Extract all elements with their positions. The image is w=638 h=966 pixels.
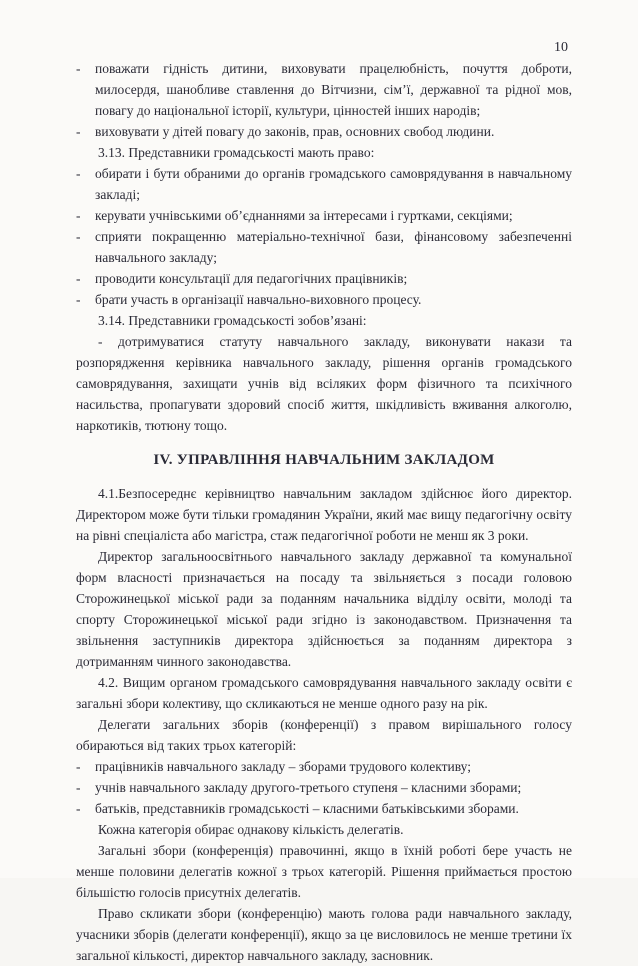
- list-item: - сприяти покращенню матеріально-технічної бази, фінансовому забезпеченні навчального закладу;: [76, 226, 572, 268]
- list-item: - керувати учнівськими об’єднаннями за інтересами і гуртками, секціями;: [76, 205, 572, 226]
- list-item: - брати участь в організації навчально-виховного процесу.: [76, 289, 572, 310]
- paragraph: - дотримуватися статуту навчального закладу, виконувати накази та розпорядження керівника навчального закладу, рішення органів громадського самоврядування, захищати учнів від всіляких форм фізичного та психічного насильства, пропагувати здоровий спосіб життя, шкідливість вживання алкоголю, наркотиків, тютюну тощо.: [76, 334, 572, 433]
- paragraph: Директор загальноосвітнього навчального закладу державної та комунальної форм власності призначається на посаду та звільняється з посади головою Сторожинецької міської ради за поданням начальника відділу освіти, молоді та спорту Сторожинецької міської ради згідно із законодавством. Призначення та звільнення заступників директора здійснюється за поданням директора з дотриманням чинного законодавства.: [76, 549, 572, 669]
- paragraph: 3.14. Представники громадськості зобов’язані:: [98, 313, 367, 328]
- paragraph: Загальні збори (конференція) правочинні, якщо в їхній роботі бере участь не менше половини делегатів кожної з трьох категорій. Рішення приймається простою більшістю голосів присутніх делегатів.: [76, 843, 572, 900]
- paragraph: Право скликати збори (конференцію) мають голова ради навчального закладу, учасники зборів (делегати конференції), якщо за це висловилось не менше третини їх загальної кількості, директор навчального закладу, засновник.: [76, 906, 572, 963]
- list-item: - працівників навчального закладу – зборами трудового колективу;: [76, 756, 572, 777]
- list-item: - учнів навчального закладу другого-третього ступеня – класними зборами;: [76, 777, 572, 798]
- list-item: - обирати і бути обраними до органів громадського самоврядування в навчальному закладі;: [76, 163, 572, 205]
- paragraph: Делегати загальних зборів (конференції) з правом вирішального голосу обираються від таких трьох категорій:: [76, 717, 572, 753]
- list-item: - виховувати у дітей повагу до законів, прав, основних свобод людини.: [76, 121, 572, 142]
- list-item: - батьків, представників громадськості – класними батьківськими зборами.: [76, 798, 572, 819]
- paragraph: 3.13. Представники громадськості мають право:: [98, 145, 375, 160]
- paragraph: Кожна категорія обирає однакову кількість делегатів.: [98, 822, 404, 837]
- list-item: - проводити консультації для педагогічних працівників;: [76, 268, 572, 289]
- section-heading: IV. УПРАВЛІННЯ НАВЧАЛЬНИМ ЗАКЛАДОМ: [153, 452, 495, 468]
- page-number: 10: [554, 40, 568, 55]
- document-body: [76, 58, 572, 966]
- list-item: - поважати гідність дитини, виховувати працелюбність, почуття доброти, милосердя, шанобливе ставлення до Вітчизни, сім’ї, державної та рідної мов, повагу до національної історії, культури, цінностей інших народів;: [76, 58, 572, 121]
- paragraph: 4.1.Безпосереднє керівництво навчальним закладом здійснює його директор. Директором може бути тільки громадянин України, який має вищу педагогічну освіту на рівні спеціаліста або магістра, стаж педагогічної роботи не менш як 3 роки.: [76, 486, 572, 543]
- paragraph: 4.2. Вищим органом громадського самоврядування навчального закладу освіти є загальні збори колективу, що скликаються не менше одного разу на рік.: [76, 675, 572, 711]
